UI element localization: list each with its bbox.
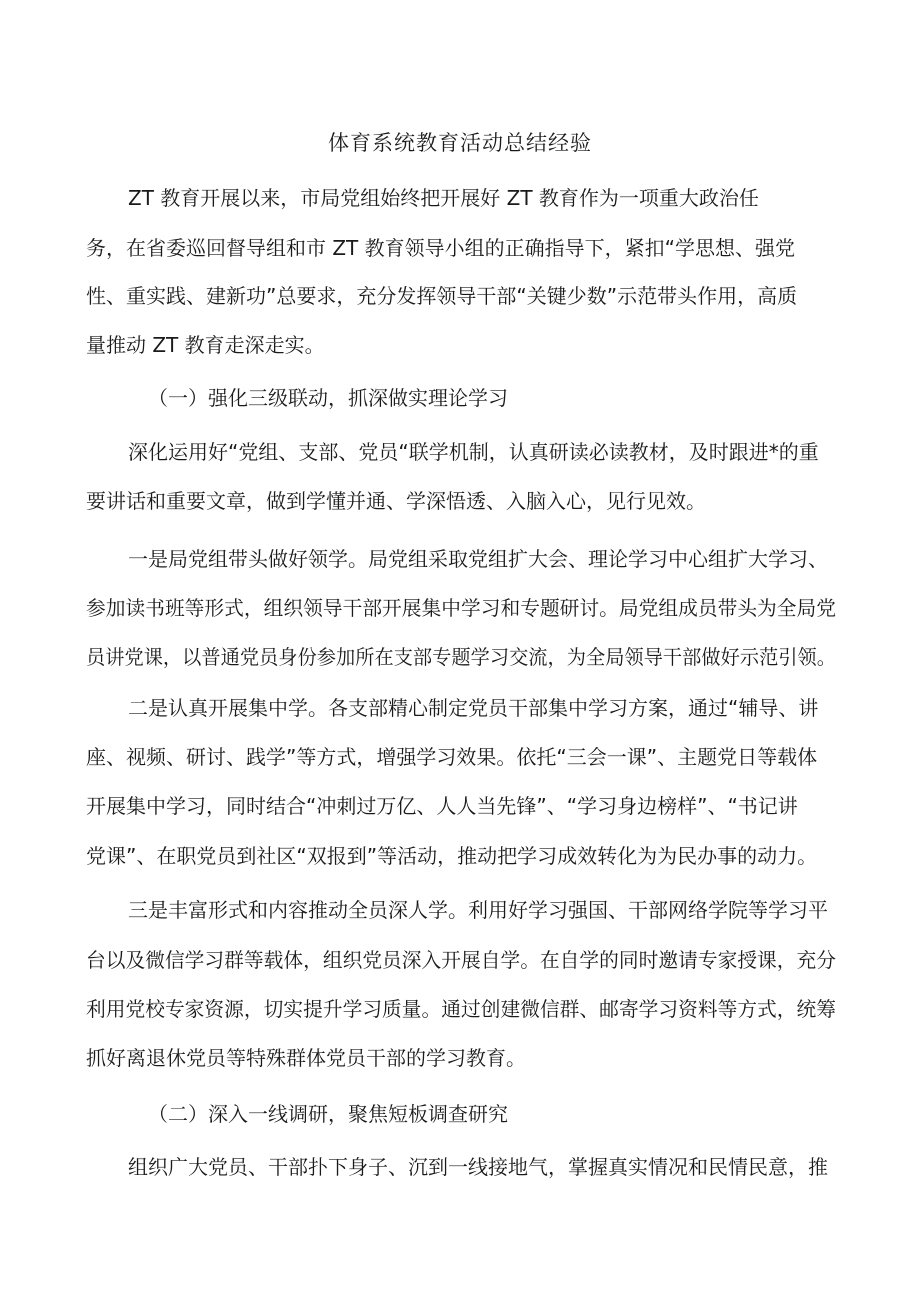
- paragraph-line: 一是局党组带头做好领学。局党组采取党组扩大会、理论学习中心组扩大学习、: [128, 547, 828, 571]
- paragraph-line: 量推动 ZT 教育走深走实。: [86, 333, 325, 357]
- section-heading: （二）深入一线调研，聚焦短板调查研究: [148, 1102, 508, 1126]
- paragraph-line: 二是认真开展集中学。各支部精心制定党员干部集中学习方案，通过“辅导、讲: [128, 696, 819, 720]
- paragraph-line: 参加读书班等形式，组织领导干部开展集中学习和专题研讨。局党组成员带头为全局党: [86, 596, 836, 620]
- paragraph-line: 性、重实践、建新功”总要求，充分发挥领导干部“关键少数”示范带头作用，高质: [86, 284, 798, 308]
- paragraph-line: 务，在省委巡回督导组和市 ZT 教育领导小组的正确指导下，紧扣“学思想、强党: [86, 236, 795, 260]
- paragraph-line: 利用党校专家资源，切实提升学习质量。通过创建微信群、邮寄学习资料等方式，统筹: [86, 997, 836, 1021]
- paragraph-line: 员讲党课，以普通党员身份参加所在支部专题学习交流，为全局领导干部做好示范引领。: [86, 645, 836, 669]
- document-title: 体育系统教育活动总结经验: [328, 131, 592, 155]
- paragraph-line: ZT 教育开展以来，市局党组始终把开展好 ZT 教育作为一项重大政治任: [128, 186, 759, 210]
- paragraph-line: 三是丰富形式和内容推动全员深人学。利用好学习强国、干部网络学院等学习平: [128, 898, 828, 922]
- section-heading: （一）强化三级联动，抓深做实理论学习: [148, 386, 508, 410]
- paragraph-line: 要讲话和重要文章，做到学懂并通、学深悟透、入脑入心，见行见效。: [86, 489, 706, 513]
- paragraph-line: 组织广大党员、干部扑下身子、沉到一线接地气，掌握真实情况和民情民意，推: [128, 1155, 828, 1179]
- paragraph-line: 台以及微信学习群等载体，组织党员深入开展自学。在自学的同时邀请专家授课，充分: [86, 948, 836, 972]
- paragraph-line: 深化运用好“党组、支部、党员“联学机制，认真研读必读教材，及时跟进*的重: [128, 440, 819, 464]
- paragraph-line: 座、视频、研讨、践学”等方式，增强学习效果。依托“三会一课”、主题党日等载体: [86, 745, 818, 769]
- paragraph-line: 党课”、在职党员到社区“双报到”等活动，推动把学习成效转化为为民办事的动力。: [86, 844, 818, 868]
- paragraph-line: 开展集中学习，同时结合“冲刺过万亿、人人当先锋”、“学习身边榜样”、“书记讲: [86, 794, 798, 818]
- paragraph-line: 抓好离退休党员等特殊群体党员干部的学习教育。: [86, 1046, 526, 1070]
